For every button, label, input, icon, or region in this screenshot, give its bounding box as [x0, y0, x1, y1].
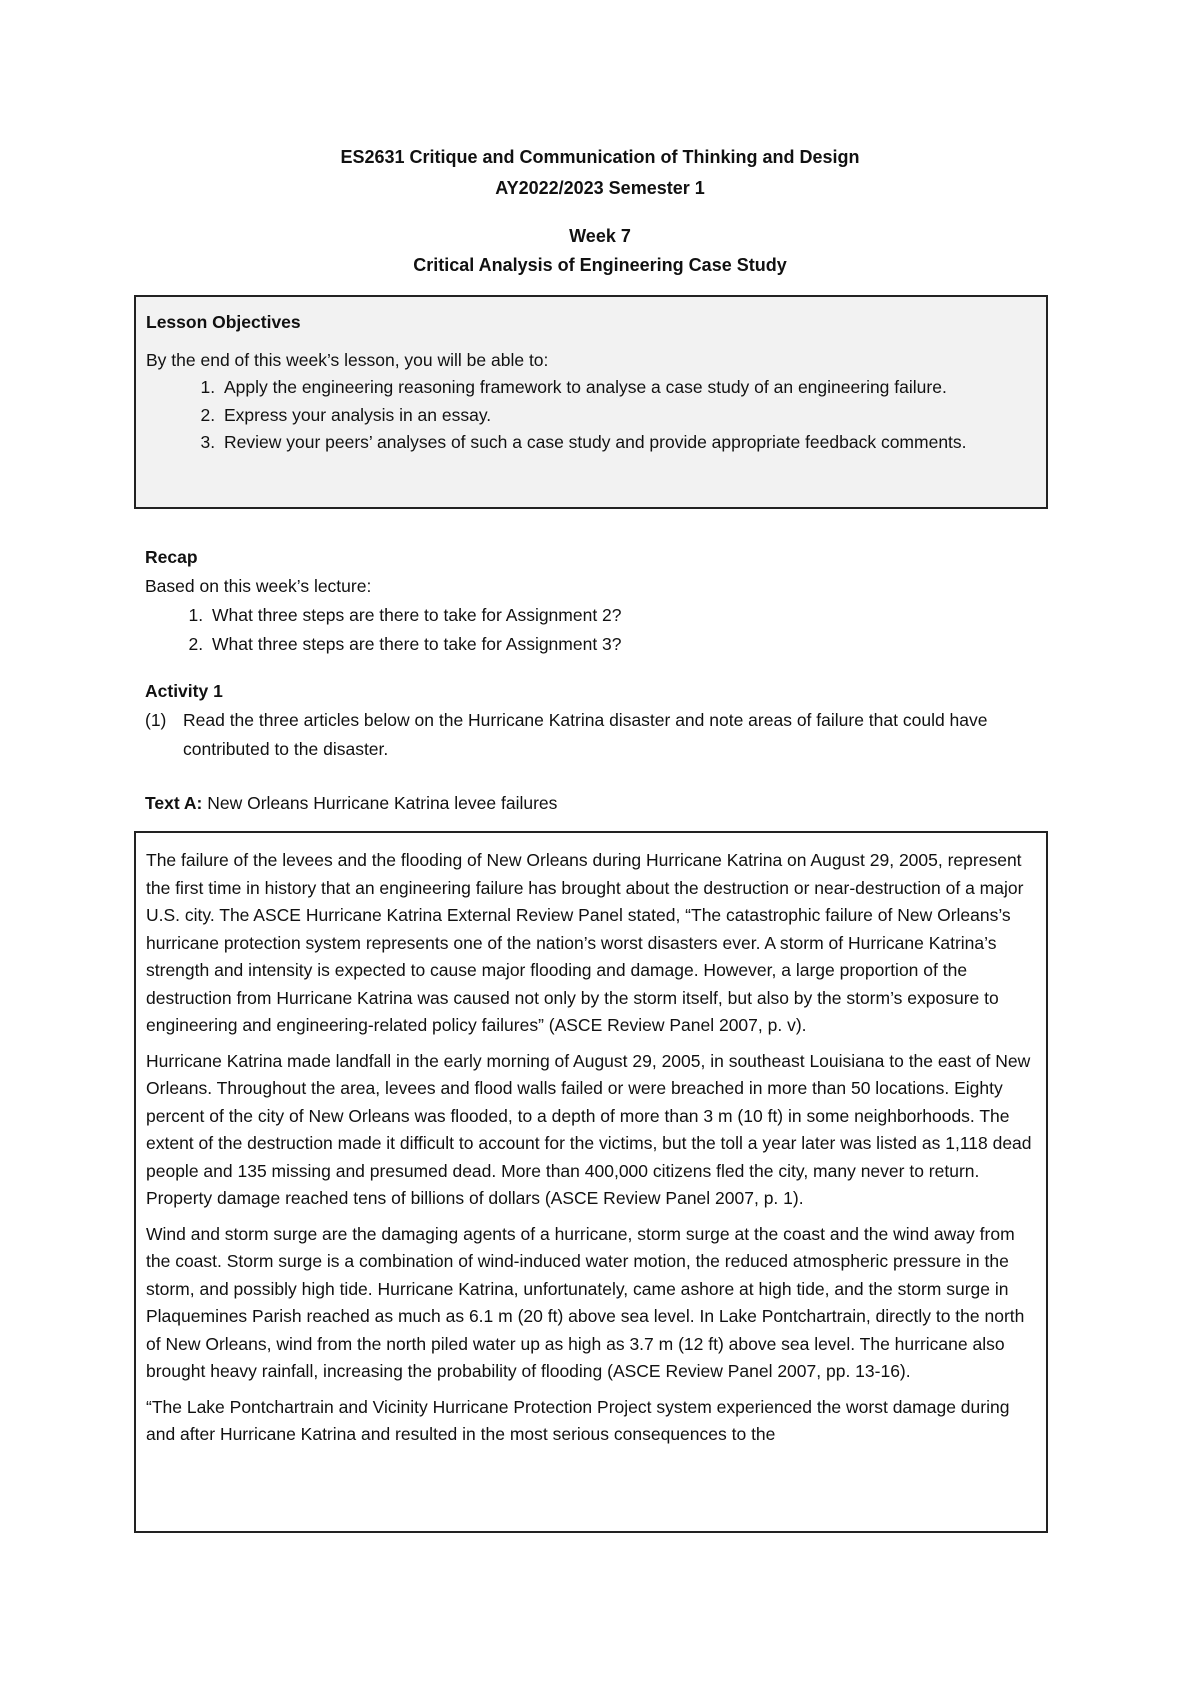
objectives-heading: Lesson Objectives	[146, 312, 301, 332]
objective-item: 2. Express your analysis in an essay.	[220, 402, 1036, 430]
recap-item: 1. What three steps are there to take for Assignment 2?	[208, 601, 1045, 630]
topic-title: Critical Analysis of Engineering Case Study	[413, 255, 787, 275]
objective-item: 1. Apply the engineering reasoning framework to analyse a case study of an engineering failure.	[220, 374, 1036, 402]
recap-intro: Based on this week’s lecture:	[145, 576, 372, 596]
recap-item: 2. What three steps are there to take for Assignment 3?	[208, 630, 1045, 659]
activity-item-number: (1)	[145, 710, 167, 730]
activity-item-text: Read the three articles below on the Hurricane Katrina disaster and note areas of failure that could have contributed to the disaster.	[183, 710, 988, 759]
text-a-article-box	[134, 831, 1048, 1533]
activity-heading: Activity 1	[145, 681, 223, 701]
activity-section	[145, 677, 1045, 764]
text-a-heading	[145, 789, 1045, 818]
objectives-intro: By the end of this week’s lesson, you will be able to:	[146, 349, 549, 370]
week-title: Week 7	[569, 226, 631, 246]
text-a-label: Text A:	[145, 793, 203, 813]
objective-item: 3. Review your peers’ analyses of such a case study and provide appropriate feedback comments.	[220, 429, 1036, 457]
text-a-title: New Orleans Hurricane Katrina levee failures	[202, 793, 558, 813]
course-title: ES2631 Critique and Communication of Thinking and Design	[340, 147, 860, 167]
recap-section	[145, 543, 1045, 659]
article-paragraph: Hurricane Katrina made landfall in the early morning of August 29, 2005, in southeast Louisiana to the east of New Orleans. Throughout the area, levees and flood walls failed or were breached in more than 50 locations. Eighty percent of the city of New Orleans was flooded, to a depth of more than 3 m (10 ft) in some neighborhoods. The extent of the destruction made it difficult to account for the victims, but the toll a year later was listed as 1,118 dead people and 135 missing and presumed dead. More than 400,000 citizens fled the city, many never to return. Property damage reached tens of billions of dollars (ASCE Review Panel 2007, p. 1).	[146, 1050, 1032, 1208]
article-paragraph: Wind and storm surge are the damaging agents of a hurricane, storm surge at the coast and the wind away from the coast. Storm surge is a combination of wind-induced water motion, the reduced atmospheric pressure in the storm, and possibly high tide. Hurricane Katrina, unfortunately, came ashore at high tide, and the storm surge in Plaquemines Parish reached as much as 6.1 m (20 ft) above sea level. In Lake Pontchartrain, directly to the north of New Orleans, wind from the north piled water up as high as 3.7 m (12 ft) above sea level. The hurricane also brought heavy rainfall, increasing the probability of flooding (ASCE Review Panel 2007, pp. 13-16).	[146, 1223, 1025, 1381]
lesson-objectives-box	[134, 295, 1048, 509]
recap-list	[145, 601, 1045, 659]
recap-heading: Recap	[145, 547, 198, 567]
semester-title: AY2022/2023 Semester 1	[495, 178, 705, 198]
objectives-list	[146, 374, 1036, 457]
article-paragraph: The failure of the levees and the flooding of New Orleans during Hurricane Katrina on August 29, 2005, represent the first time in history that an engineering failure has brought about the destruction or near-destruction of a major U.S. city. The ASCE Hurricane Katrina External Review Panel stated, “The catastrophic failure of New Orleans’s hurricane protection system represents one of the nation’s worst disasters ever. A storm of Hurricane Katrina’s strength and intensity is expected to cause major flooding and damage. However, a large proportion of the destruction from Hurricane Katrina was caused not only by the storm itself, but also by the storm’s exposure to engineering and engineering-related policy failures” (ASCE Review Panel 2007, p. v).	[146, 850, 1024, 1035]
activity-item	[145, 706, 1045, 764]
article-paragraph: “The Lake Pontchartrain and Vicinity Hurricane Protection Project system experienced the worst damage during and after Hurricane Katrina and resulted in the most serious consequences to the	[146, 1396, 1010, 1444]
